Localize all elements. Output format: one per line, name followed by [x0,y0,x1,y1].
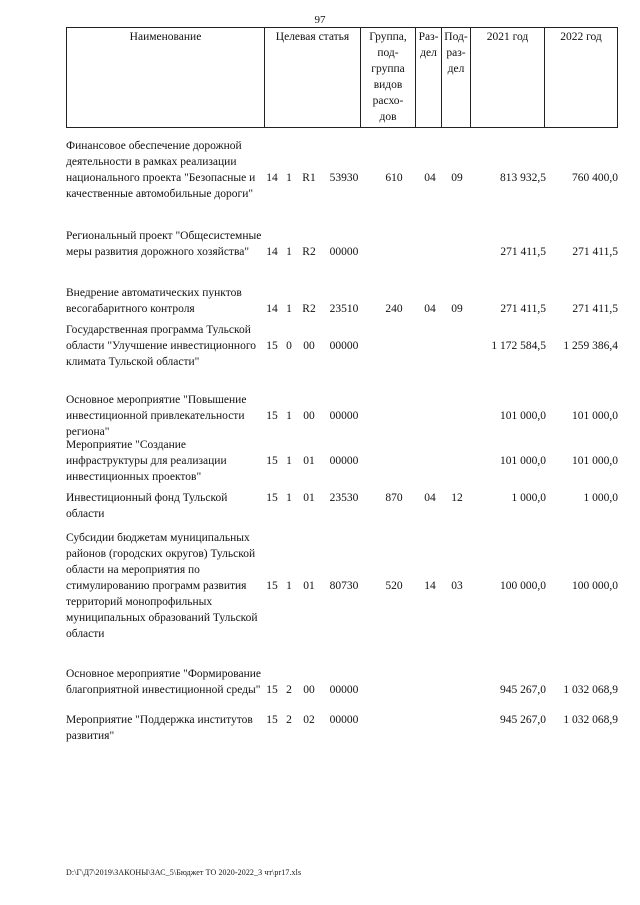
target-code-subprogram: 0 [286,340,292,352]
amount-2021: 945 267,0 [500,684,546,696]
subsection-code: 12 [451,492,463,504]
target-code-item: 00000 [329,684,359,696]
expense-group: 870 [385,492,403,504]
target-code-program: 15 [266,684,278,696]
target-code-subprogram: 1 [286,580,292,592]
target-code-item: 00000 [329,714,359,726]
target-code-subprogram: 1 [286,492,292,504]
file-path-footer: D:\Г\Д7\2019\ЗАКОНЫ\ЗАС_5\Бюджет ТО 2020-2022_3 чт\pr17.xls [66,868,302,877]
target-code-subprogram: 1 [286,455,292,467]
target-code-subprogram: 2 [286,714,292,726]
target-code-direction: 00 [303,684,315,696]
amount-2021: 1 000,0 [511,492,546,504]
header-2021: 2021 год [470,27,544,127]
target-code-direction: R2 [302,303,316,315]
target-code-program: 15 [266,492,278,504]
header-bottom-border [66,127,618,128]
amount-2022: 101 000,0 [572,455,618,467]
target-code-subprogram: 1 [286,172,292,184]
section-code: 04 [424,303,436,315]
expense-group: 240 [385,303,403,315]
target-code-program: 15 [266,340,278,352]
target-code-subprogram: 1 [286,303,292,315]
target-code-item: 00000 [329,340,359,352]
amount-2021: 945 267,0 [500,714,546,726]
target-code-item: 23510 [329,303,359,315]
target-code-subprogram: 2 [286,684,292,696]
target-code-direction: 01 [303,580,315,592]
table-header [66,27,618,127]
target-code-item: 53930 [329,172,359,184]
target-code-direction: R2 [302,246,316,258]
expense-group: 610 [385,172,403,184]
amount-2022: 101 000,0 [572,410,618,422]
page-number: 97 [314,14,326,26]
amount-2021: 100 000,0 [500,580,546,592]
target-code-item: 00000 [329,410,359,422]
row-name: Основное мероприятие "Формирование благоприятной инвестиционной среды" [66,668,261,696]
subsection-code: 09 [451,303,463,315]
header-subsection: Под- раз- дел [441,27,470,127]
amount-2022: 1 032 068,9 [563,714,618,726]
target-code-item: 00000 [329,246,359,258]
amount-2021: 813 932,5 [500,172,546,184]
row-name: Внедрение автоматических пунктов весогабаритного контроля [66,287,242,315]
target-code-program: 14 [266,246,278,258]
amount-2022: 271 411,5 [572,246,618,258]
amount-2022: 271 411,5 [572,303,618,315]
target-code-program: 15 [266,455,278,467]
amount-2021: 101 000,0 [500,410,546,422]
target-code-item: 00000 [329,455,359,467]
target-code-program: 14 [266,172,278,184]
expense-group: 520 [385,580,403,592]
target-code-direction: 02 [303,714,315,726]
header-2022: 2022 год [544,27,618,127]
target-code-program: 14 [266,303,278,315]
target-code-program: 15 [266,580,278,592]
amount-2022: 760 400,0 [572,172,618,184]
section-code: 04 [424,492,436,504]
target-code-direction: 00 [303,410,315,422]
row-name: Финансовое обеспечение дорожной деятельности в рамках реализации национального проекта "Безопасные и качественные автомобильные дороги" [66,140,256,200]
section-code: 04 [424,172,436,184]
row-name: Мероприятие "Поддержка институтов развития" [66,714,253,742]
header-target-article: Целевая статья [264,27,360,127]
subsection-code: 09 [451,172,463,184]
target-code-direction: 00 [303,340,315,352]
target-code-program: 15 [266,714,278,726]
amount-2021: 101 000,0 [500,455,546,467]
target-code-subprogram: 1 [286,410,292,422]
target-code-direction: R1 [302,172,316,184]
row-name: Субсидии бюджетам муниципальных районов (городских округов) Тульской области на мероприятия по стимулированию программ развития территорий монопрофильных муниципальных образований Тульской области [66,532,258,640]
amount-2022: 1 259 386,4 [563,340,618,352]
amount-2021: 1 172 584,5 [491,340,546,352]
amount-2022: 1 000,0 [583,492,618,504]
row-name: Региональный проект "Общесистемные меры развития дорожного хозяйства" [66,230,262,258]
subsection-code: 03 [451,580,463,592]
header-group: Группа, под- группа видов расхо- дов [360,27,415,127]
row-name: Государственная программа Тульской области "Улучшение инвестиционного климата Тульской области" [66,324,257,368]
amount-2021: 271 411,5 [500,303,546,315]
row-name: Основное мероприятие "Повышение инвестиционной привлекательности региона" [66,394,247,438]
header-section: Раз- дел [415,27,441,127]
target-code-item: 23530 [329,492,359,504]
header-name: Наименование [66,27,264,127]
target-code-direction: 01 [303,492,315,504]
target-code-subprogram: 1 [286,246,292,258]
row-name: Мероприятие "Создание инфраструктуры для реализации инвестиционных проектов" [66,439,227,483]
amount-2021: 271 411,5 [500,246,546,258]
target-code-direction: 01 [303,455,315,467]
target-code-item: 80730 [329,580,359,592]
target-code-program: 15 [266,410,278,422]
section-code: 14 [424,580,436,592]
amount-2022: 100 000,0 [572,580,618,592]
amount-2022: 1 032 068,9 [563,684,618,696]
row-name: Инвестиционный фонд Тульской области [66,492,228,520]
